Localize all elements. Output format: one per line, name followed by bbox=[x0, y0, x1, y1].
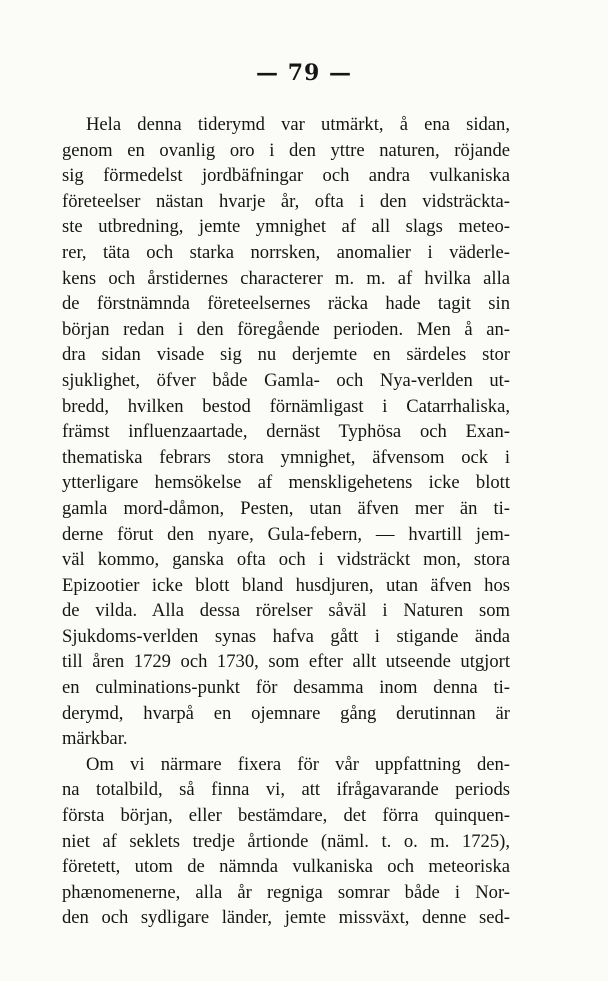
text-line: genom en ovanlig oro i den yttre naturen, röjande bbox=[62, 139, 510, 161]
text-line: Hela denna tiderymd var utmärkt, å ena sidan, bbox=[86, 114, 510, 135]
text-line: början redan i den föregående perioden. Men å an- bbox=[62, 318, 510, 340]
paragraph-1 bbox=[62, 112, 510, 752]
page-number: — 79 — bbox=[256, 60, 352, 86]
text-line: främst influenzaartade, dernäst Typhösa och Exan- bbox=[62, 421, 510, 443]
text-line: gamla mord-dåmon, Pesten, utan äfven mer än ti- bbox=[62, 497, 510, 519]
text-line: till åren 1729 och 1730, som efter allt utseende utgjort bbox=[62, 651, 510, 673]
text-line: företeelser nästan hvarje år, ofta i den vidsträckta- bbox=[62, 190, 510, 212]
text-line: rer, täta och starka norrsken, anomalier i väderle- bbox=[62, 241, 510, 263]
text-line: derne förut den nyare, Gula-febern, — hvartill jem- bbox=[62, 523, 510, 545]
text-line: en culminations-punkt för desamma inom denna ti- bbox=[62, 677, 510, 699]
text-line: Epizootier icke blott bland husdjuren, utan äfven hos bbox=[62, 574, 510, 596]
text-line: ste utbredning, jemte ymnighet af all slags meteo- bbox=[62, 216, 510, 238]
text-line: Sjukdoms-verlden synas hafva gått i stigande ända bbox=[62, 625, 510, 647]
text-line: märkbar. bbox=[62, 728, 128, 750]
text-line: första början, eller bestämdare, det förra quinquen- bbox=[62, 805, 510, 827]
paragraph-2 bbox=[62, 752, 510, 931]
text-line: företett, utom de nämnda vulkaniska och meteoriska bbox=[62, 856, 510, 878]
text-line: Om vi närmare fixera för vår uppfattning den- bbox=[86, 753, 510, 775]
body-text bbox=[62, 112, 510, 931]
text-line: niet af seklets tredje årtionde (näml. t. o. m. 1725), bbox=[62, 830, 510, 852]
text-line: bredd, hvilken bestod förnämligast i Catarrhaliska, bbox=[62, 395, 510, 417]
text-line: derymd, hvarpå en ojemnare gång derutinnan är bbox=[62, 702, 510, 724]
text-line: sig förmedelst jordbäfningar och andra vulkaniska bbox=[62, 165, 510, 187]
text-line: de vilda. Alla dessa rörelser såväl i Naturen som bbox=[62, 600, 510, 622]
text-line: na totalbild, så finna vi, att ifrågavarande periods bbox=[62, 779, 510, 801]
text-line: de förstnämnda företeelsernes räcka hade tagit sin bbox=[62, 293, 510, 315]
text-line: den och sydligare länder, jemte missväxt, denne sed- bbox=[62, 907, 510, 929]
text-line: kens och årstidernes characterer m. m. af hvilka alla bbox=[62, 267, 510, 289]
text-line: sjuklighet, öfver både Gamla- och Nya-verlden ut- bbox=[62, 369, 510, 391]
text-line: väl kommo, ganska ofta och i vidsträckt mon, stora bbox=[62, 549, 510, 571]
text-line: thematiska febrars stora ymnighet, äfvensom ock i bbox=[62, 446, 510, 468]
text-line: dra sidan visade sig nu derjemte en särdeles stor bbox=[62, 344, 510, 366]
text-line: phænomenerne, alla år regniga somrar både i Nor- bbox=[62, 881, 510, 903]
text-line: ytterligare hemsökelse af menskligehetens icke blott bbox=[62, 472, 510, 494]
